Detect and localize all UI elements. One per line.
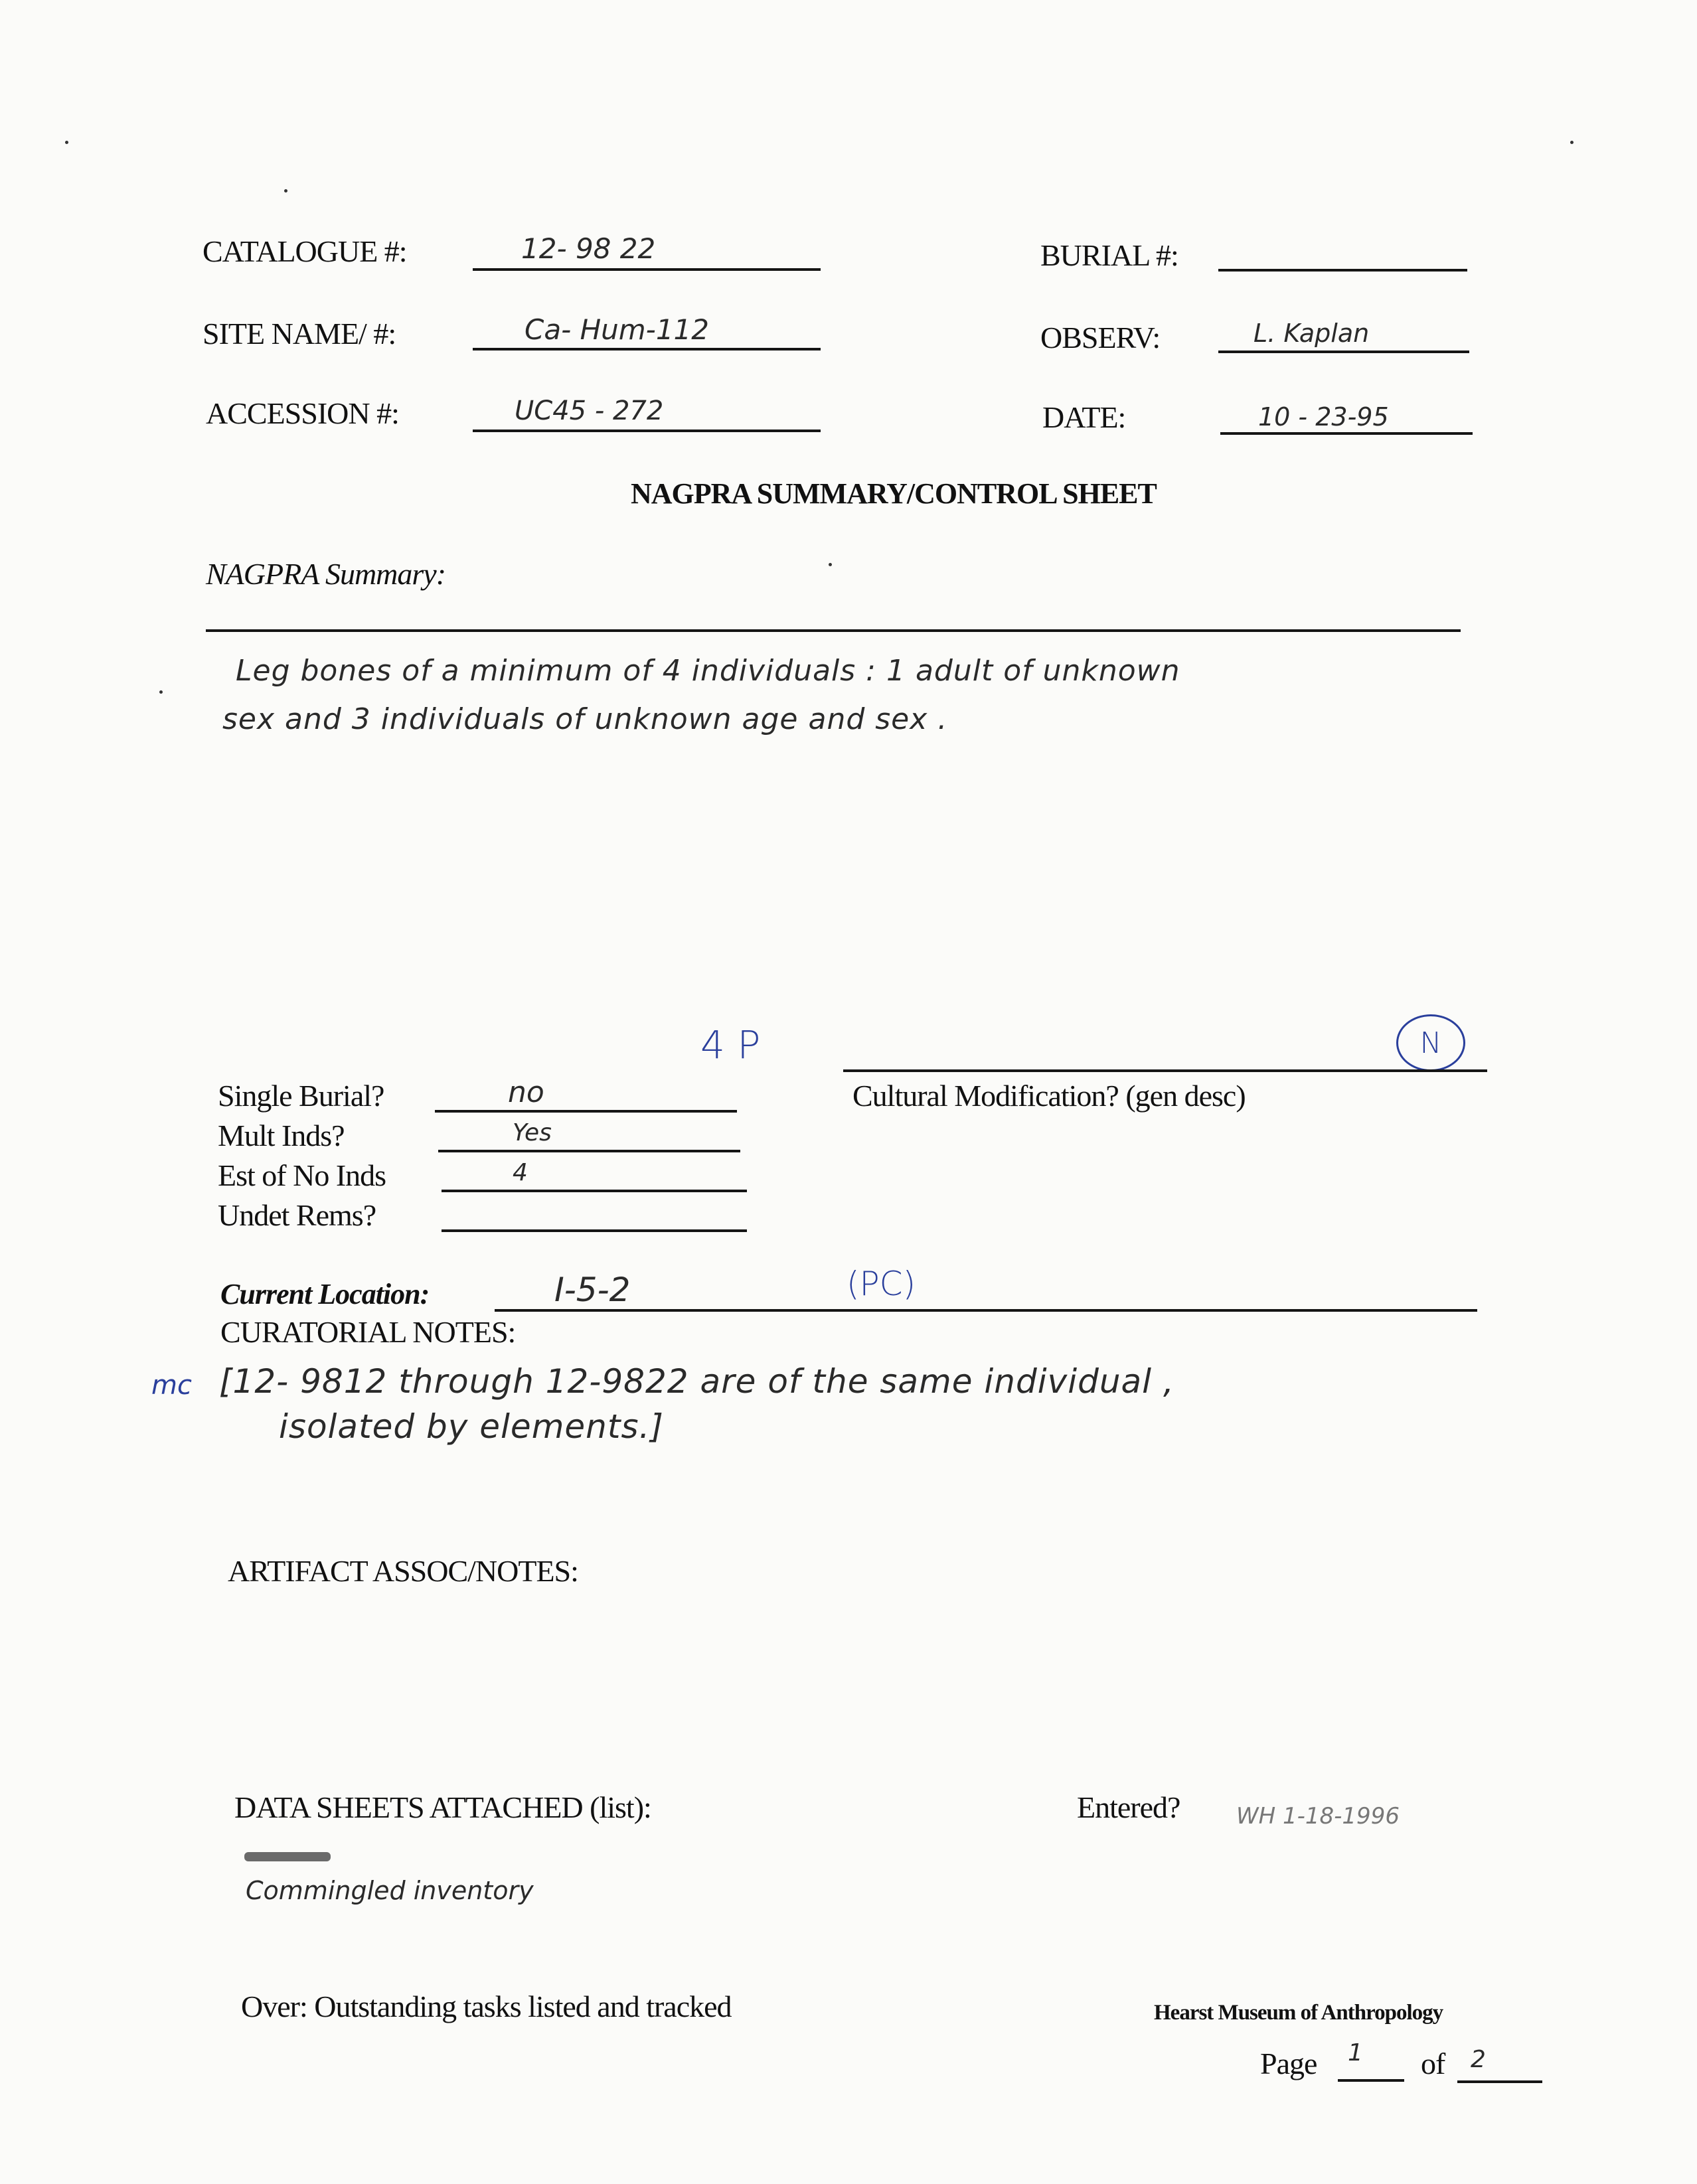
page-total: 2 <box>1471 2046 1486 2073</box>
burial-underline <box>1218 269 1467 272</box>
mult-inds-label: Mult Inds? <box>218 1119 345 1152</box>
four-p-mark: 4 P <box>700 1022 761 1067</box>
page-number: 1 <box>1348 2039 1363 2067</box>
summary-rule <box>206 629 1461 632</box>
current-location-underline <box>495 1309 1477 1312</box>
date-value: 10 - 23-95 <box>1258 402 1389 431</box>
curatorial-notes-label: CURATORIAL NOTES: <box>220 1315 516 1349</box>
cultural-mod-label: Cultural Modification? (gen desc) <box>852 1079 1246 1113</box>
mult-inds-value: Yes <box>513 1119 552 1146</box>
summary-line-1: Leg bones of a minimum of 4 individuals : 1 adult of unknown <box>236 654 1180 688</box>
single-burial-value: no <box>508 1075 544 1109</box>
date-label: DATE: <box>1042 400 1126 434</box>
single-burial-label: Single Burial? <box>218 1079 384 1113</box>
accession-value: UC45 - 272 <box>515 396 664 426</box>
observ-underline <box>1218 351 1469 353</box>
curatorial-line-2: isolated by elements.] <box>279 1407 664 1446</box>
data-sheets-label: DATA SHEETS ATTACHED (list): <box>234 1790 651 1824</box>
current-location-value: I-5-2 <box>554 1271 631 1309</box>
circled-n-letter: N <box>1419 1026 1442 1060</box>
scan-speck <box>1570 141 1574 144</box>
catalogue-underline <box>473 268 821 271</box>
site-underline <box>473 348 821 351</box>
entered-value: WH 1-18-1996 <box>1236 1803 1400 1830</box>
summary-label: NAGPRA Summary: <box>206 557 446 591</box>
data-sheet-item: Commingled inventory <box>246 1876 534 1905</box>
date-underline <box>1220 432 1473 435</box>
scan-speck <box>284 189 287 193</box>
crossed-out-word <box>244 1852 331 1861</box>
site-label: SITE NAME/ #: <box>202 317 396 351</box>
of-label: of <box>1421 2047 1445 2080</box>
scan-speck <box>159 690 163 694</box>
observ-value: L. Kaplan <box>1253 319 1370 348</box>
est-inds-label: Est of No Inds <box>218 1158 386 1192</box>
circled-n-mark <box>1396 1014 1465 1071</box>
artifact-notes-label: ARTIFACT ASSOC/NOTES: <box>228 1554 578 1588</box>
undet-rems-label: Undet Rems? <box>218 1198 376 1232</box>
current-location-label: Current Location: <box>220 1278 430 1310</box>
museum-name: Hearst Museum of Anthropology <box>1154 2001 1443 2025</box>
page-total-underline <box>1457 2080 1542 2083</box>
scan-speck <box>65 141 68 144</box>
single-burial-underline <box>435 1110 737 1113</box>
accession-label: ACCESSION #: <box>206 396 399 430</box>
curatorial-line-1: [12- 9812 through 12-9822 are of the same individual , <box>219 1362 1174 1401</box>
outstanding-tasks-text: Over: Outstanding tasks listed and tracked <box>241 1989 732 2023</box>
site-value: Ca- Hum-112 <box>525 313 710 346</box>
burial-label: BURIAL #: <box>1040 238 1178 272</box>
entered-label: Entered? <box>1077 1790 1180 1824</box>
est-inds-value: 4 <box>513 1159 528 1186</box>
est-inds-underline <box>442 1190 747 1192</box>
catalogue-label: CATALOGUE #: <box>202 234 407 268</box>
catalogue-value: 12- 98 22 <box>521 232 656 265</box>
location-pc-mark: (PC) <box>847 1265 916 1303</box>
undet-rems-underline <box>442 1229 747 1232</box>
accession-underline <box>473 429 821 432</box>
page-number-underline <box>1338 2079 1404 2082</box>
mult-inds-underline <box>438 1150 740 1152</box>
summary-line-2: sex and 3 individuals of unknown age and sex . <box>222 702 948 736</box>
cultural-rule <box>843 1069 1487 1072</box>
curatorial-initials: mc <box>151 1370 192 1401</box>
observ-label: OBSERV: <box>1040 321 1161 354</box>
page-label: Page <box>1260 2047 1317 2080</box>
scan-speck <box>829 563 832 566</box>
page-title: NAGPRA SUMMARY/CONTROL SHEET <box>631 477 1157 510</box>
